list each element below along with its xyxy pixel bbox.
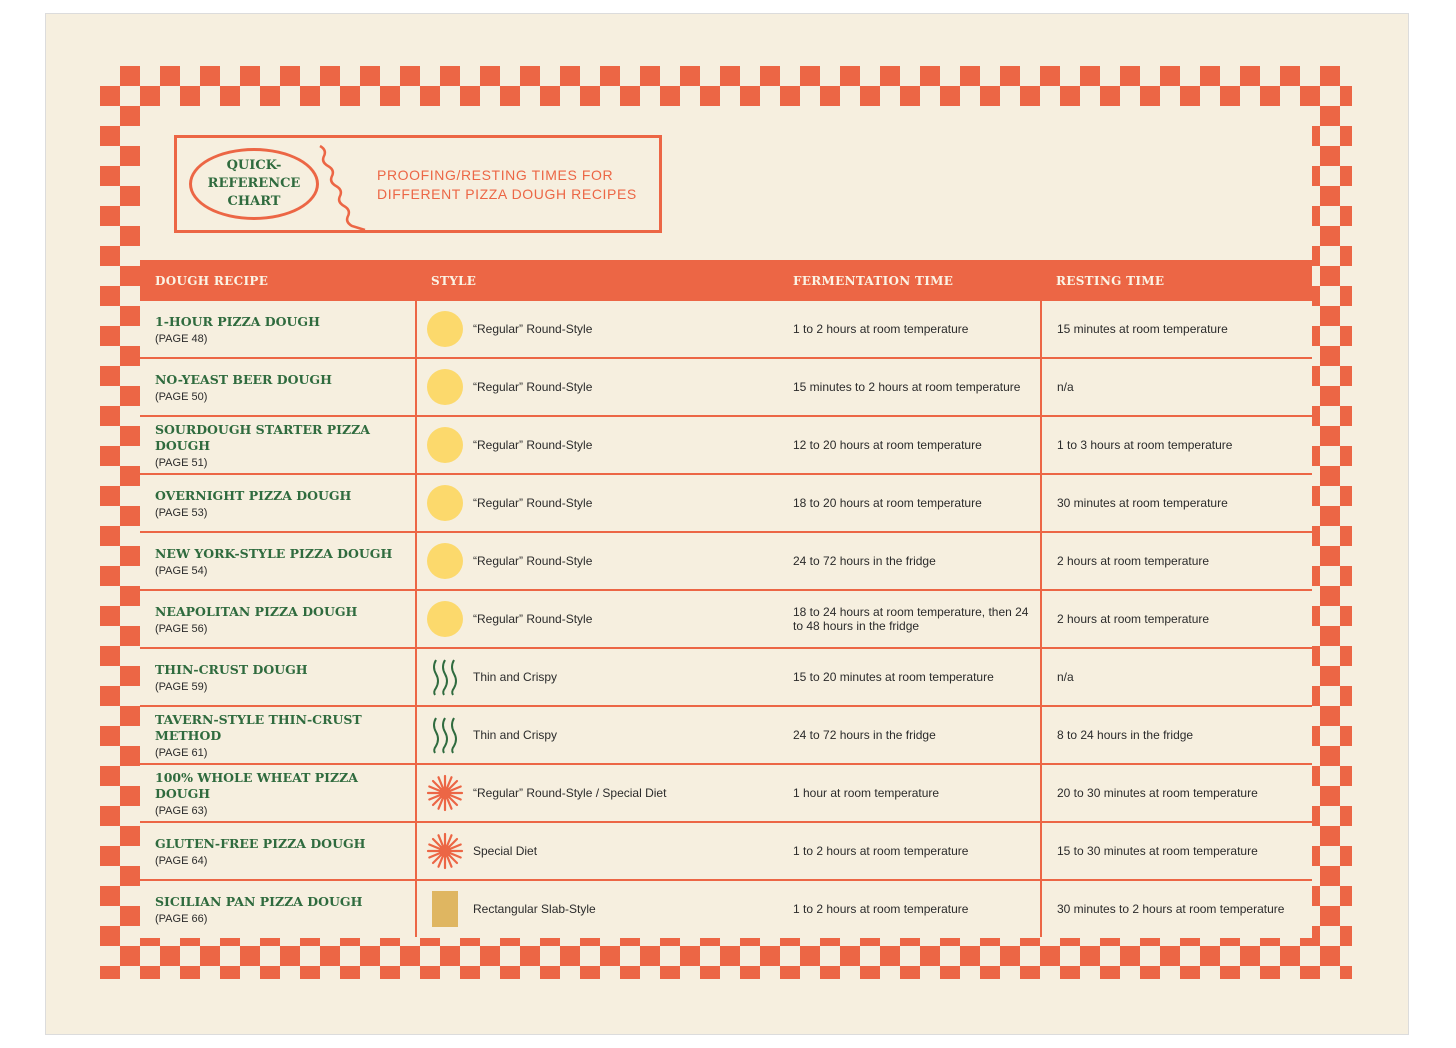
style-text: Thin and Crispy bbox=[473, 670, 558, 684]
resting-cell: 30 minutes to 2 hours at room temperature bbox=[1041, 880, 1312, 937]
chart-header-box bbox=[174, 135, 662, 233]
recipe-page: (PAGE 64) bbox=[155, 854, 208, 867]
column-header-fermentation: FERMENTATION TIME bbox=[793, 260, 1041, 301]
style-text: “Regular” Round-Style bbox=[473, 612, 593, 626]
table-row bbox=[140, 880, 1312, 937]
recipe-name: 100% WHOLE WHEAT PIZZA DOUGH bbox=[155, 769, 358, 801]
recipe-page: (PAGE 48) bbox=[155, 332, 208, 345]
thin-crisp-icon bbox=[417, 658, 473, 696]
recipe-cell bbox=[140, 301, 416, 358]
resting-cell: 1 to 3 hours at room temperature bbox=[1041, 416, 1312, 474]
recipe-cell bbox=[140, 822, 416, 880]
special-diet-star-icon bbox=[417, 832, 473, 870]
round-pizza-icon bbox=[417, 601, 473, 637]
badge-text: QUICK-REFERENCE CHART bbox=[207, 158, 301, 209]
resting-cell: 30 minutes at room temperature bbox=[1041, 474, 1312, 532]
recipe-cell bbox=[140, 648, 416, 706]
recipe-page: (PAGE 59) bbox=[155, 680, 208, 693]
style-cell bbox=[416, 880, 793, 937]
fermentation-cell: 18 to 20 hours at room temperature bbox=[793, 474, 1041, 532]
style-text: Rectangular Slab-Style bbox=[473, 902, 596, 916]
rectangular-slab-icon bbox=[417, 891, 473, 927]
table-row bbox=[140, 474, 1312, 532]
fermentation-cell: 24 to 72 hours in the fridge bbox=[793, 532, 1041, 590]
resting-cell: 15 to 30 minutes at room temperature bbox=[1041, 822, 1312, 880]
recipe-cell bbox=[140, 474, 416, 532]
recipe-page: (PAGE 53) bbox=[155, 506, 208, 519]
style-cell bbox=[416, 706, 793, 764]
style-cell bbox=[416, 532, 793, 590]
round-pizza-icon bbox=[417, 311, 473, 347]
recipe-name: SICILIAN PAN PIZZA DOUGH bbox=[155, 893, 363, 909]
style-cell bbox=[416, 590, 793, 648]
recipe-name: OVERNIGHT PIZZA DOUGH bbox=[155, 487, 352, 503]
resting-cell: 2 hours at room temperature bbox=[1041, 590, 1312, 648]
style-text: Special Diet bbox=[473, 844, 538, 858]
table-row bbox=[140, 764, 1312, 822]
dough-times-table bbox=[140, 260, 1312, 937]
round-pizza-icon bbox=[417, 369, 473, 405]
quick-reference-badge bbox=[189, 148, 319, 220]
recipe-cell bbox=[140, 764, 416, 822]
resting-cell: 2 hours at room temperature bbox=[1041, 532, 1312, 590]
style-text: “Regular” Round-Style bbox=[473, 438, 593, 452]
recipe-name: NEW YORK-STYLE PIZZA DOUGH bbox=[155, 545, 393, 561]
fermentation-cell: 1 hour at room temperature bbox=[793, 764, 1041, 822]
recipe-name: GLUTEN-FREE PIZZA DOUGH bbox=[155, 835, 366, 851]
recipe-name: NO-YEAST BEER DOUGH bbox=[155, 371, 332, 387]
fermentation-cell: 1 to 2 hours at room temperature bbox=[793, 902, 969, 916]
column-header-recipe: DOUGH RECIPE bbox=[140, 260, 416, 301]
recipe-name: SOURDOUGH STARTER PIZZA DOUGH bbox=[155, 421, 370, 453]
resting-cell: n/a bbox=[1041, 358, 1312, 416]
recipe-cell bbox=[140, 358, 416, 416]
style-cell bbox=[416, 474, 793, 532]
column-header-resting: RESTING TIME bbox=[1041, 260, 1312, 301]
resting-cell: 15 minutes at room temperature bbox=[1041, 301, 1312, 358]
style-text: “Regular” Round-Style / Special Diet bbox=[473, 786, 667, 800]
recipe-cell bbox=[140, 532, 416, 590]
fermentation-cell: 15 minutes to 2 hours at room temperature bbox=[793, 358, 1041, 416]
column-header-style: STYLE bbox=[416, 260, 793, 301]
style-cell bbox=[416, 822, 793, 880]
table-row bbox=[140, 590, 1312, 648]
recipe-cell bbox=[140, 590, 416, 648]
fermentation-cell: 1 to 2 hours at room temperature bbox=[793, 301, 1041, 358]
table-row bbox=[140, 301, 1312, 358]
recipe-page: (PAGE 51) bbox=[155, 456, 208, 469]
recipe-cell bbox=[140, 706, 416, 764]
round-pizza-icon bbox=[417, 543, 473, 579]
recipe-page: (PAGE 61) bbox=[155, 746, 208, 759]
style-cell bbox=[416, 358, 793, 416]
table-row bbox=[140, 358, 1312, 416]
style-cell bbox=[416, 764, 793, 822]
recipe-cell bbox=[140, 416, 416, 474]
recipe-page: (PAGE 50) bbox=[155, 390, 208, 403]
thin-crisp-icon bbox=[417, 716, 473, 754]
recipe-page: (PAGE 56) bbox=[155, 622, 208, 635]
resting-cell: n/a bbox=[1041, 648, 1312, 706]
recipe-name: 1-HOUR PIZZA DOUGH bbox=[155, 313, 320, 329]
style-text: “Regular” Round-Style bbox=[473, 322, 593, 336]
style-text: “Regular” Round-Style bbox=[473, 554, 593, 568]
chart-subtitle: PROOFING/RESTING TIMES FOR DIFFERENT PIZZA DOUGH RECIPES bbox=[377, 167, 637, 202]
style-cell bbox=[416, 648, 793, 706]
recipe-name: TAVERN-STYLE THIN-CRUST METHOD bbox=[155, 711, 362, 743]
fermentation-cell: 18 to 24 hours at room temperature, then 24 to 48 hours in the fridge bbox=[793, 590, 1041, 648]
style-text: “Regular” Round-Style bbox=[473, 380, 593, 394]
round-pizza-icon bbox=[417, 485, 473, 521]
table-row bbox=[140, 822, 1312, 880]
table-row bbox=[140, 648, 1312, 706]
resting-cell: 20 to 30 minutes at room temperature bbox=[1041, 764, 1312, 822]
recipe-name: THIN-CRUST DOUGH bbox=[155, 661, 308, 677]
style-text: “Regular” Round-Style bbox=[473, 496, 593, 510]
recipe-name: NEAPOLITAN PIZZA DOUGH bbox=[155, 603, 358, 619]
fermentation-cell: 1 to 2 hours at room temperature bbox=[793, 822, 1041, 880]
recipe-page: (PAGE 54) bbox=[155, 564, 208, 577]
table-row bbox=[140, 416, 1312, 474]
round-pizza-icon bbox=[417, 427, 473, 463]
style-text: Thin and Crispy bbox=[473, 728, 558, 742]
fermentation-cell: 24 to 72 hours in the fridge bbox=[793, 706, 1041, 764]
style-cell bbox=[416, 301, 793, 358]
fermentation-cell: 12 to 20 hours at room temperature bbox=[793, 416, 1041, 474]
table-row bbox=[140, 532, 1312, 590]
recipe-page: (PAGE 66) bbox=[155, 912, 208, 925]
squiggle-divider-icon bbox=[317, 142, 367, 232]
style-cell bbox=[416, 416, 793, 474]
table-header-row bbox=[140, 260, 1312, 301]
resting-cell: 8 to 24 hours in the fridge bbox=[1041, 706, 1312, 764]
recipe-page: (PAGE 63) bbox=[155, 804, 208, 817]
table-row bbox=[140, 706, 1312, 764]
special-diet-star-icon bbox=[417, 774, 473, 812]
recipe-cell bbox=[140, 880, 416, 937]
fermentation-cell: 15 to 20 minutes at room temperature bbox=[793, 648, 1041, 706]
